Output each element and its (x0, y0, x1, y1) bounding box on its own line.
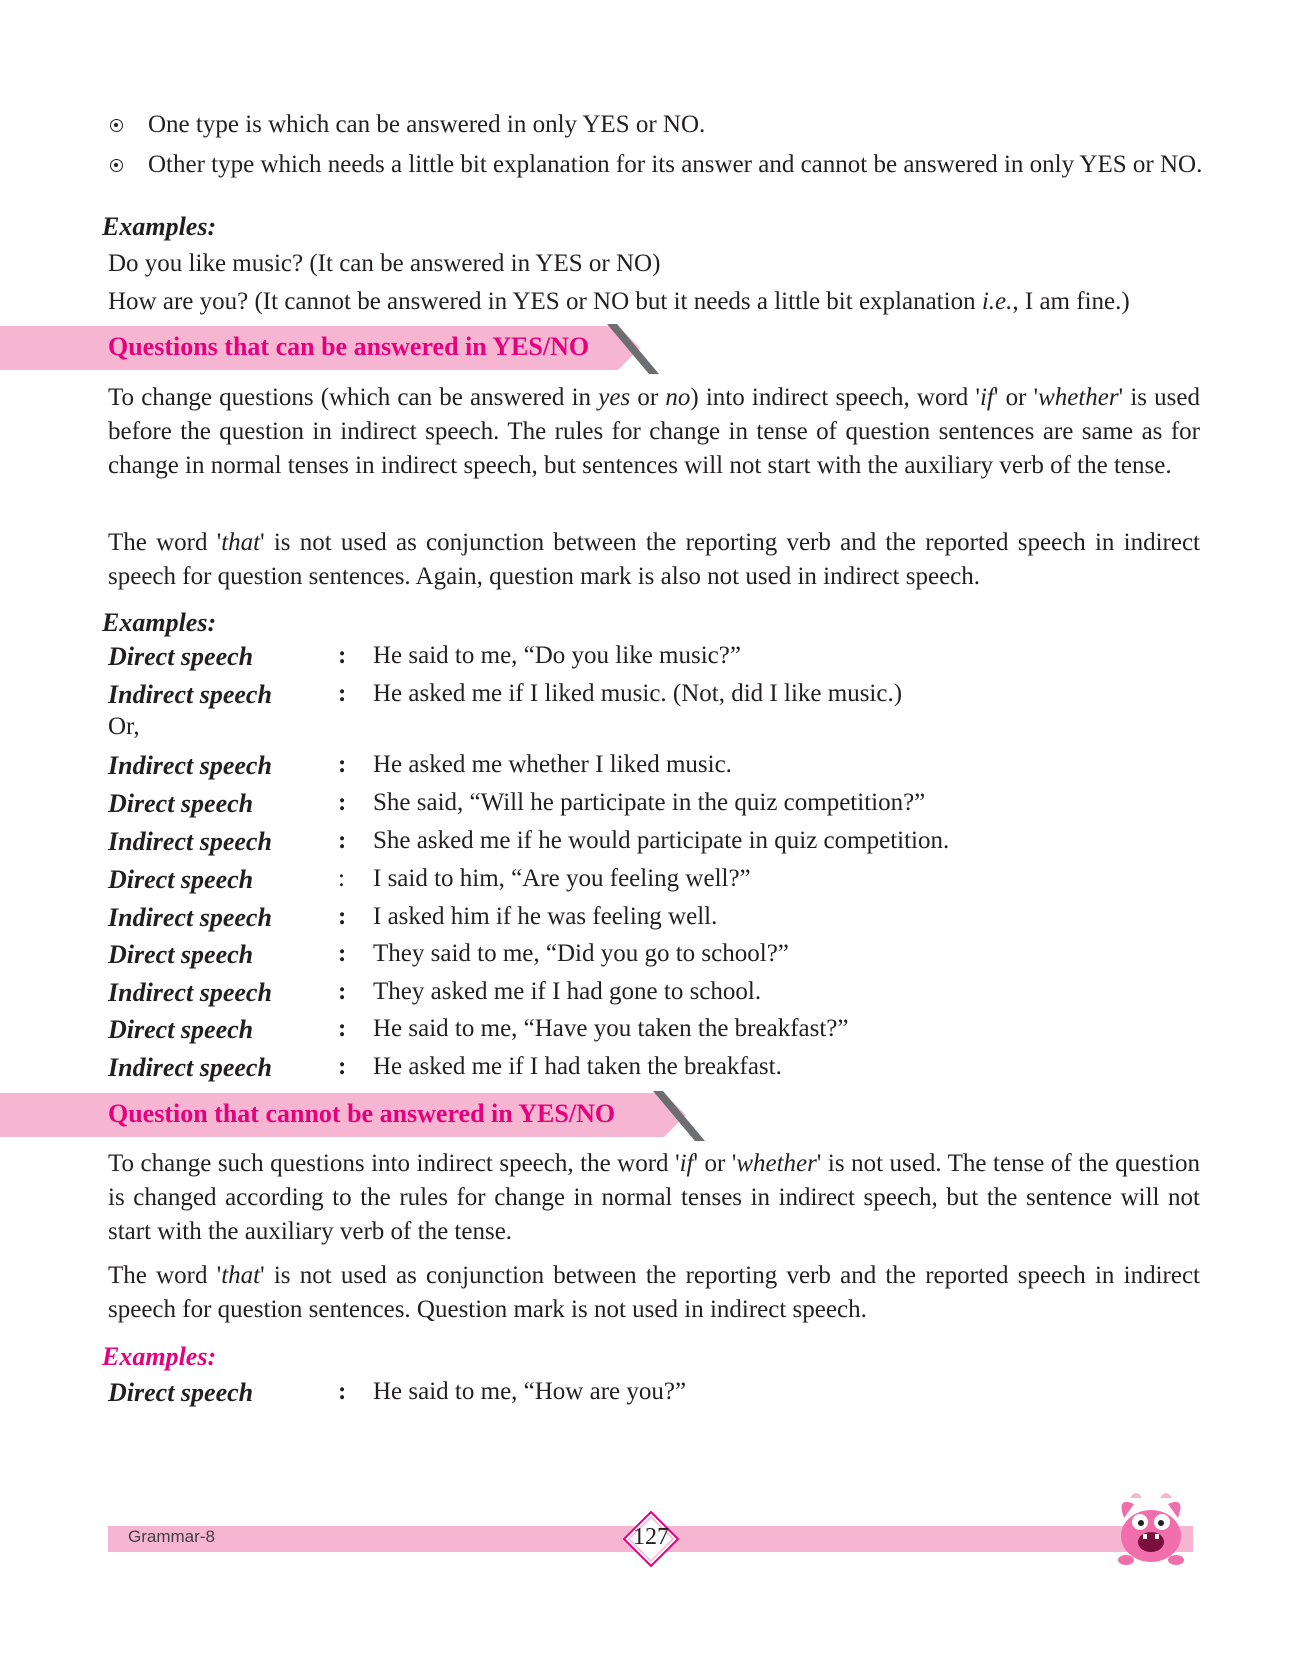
row-label: Indirect speech (108, 903, 272, 932)
paragraph (108, 381, 1200, 483)
section-heading-band (0, 1093, 710, 1137)
text-run-italic: if (679, 1150, 694, 1177)
text-run-italic: if (979, 384, 994, 411)
list-item (108, 108, 1208, 142)
paragraph (108, 1147, 1200, 1249)
row-colon: : (338, 789, 347, 816)
page-number: 127 (633, 1524, 669, 1550)
examples-heading: Examples: (102, 1342, 217, 1371)
text-run-italic: whether (736, 1150, 817, 1177)
row-text: He asked me if I had taken the breakfast. (373, 1053, 782, 1080)
row-label: Direct speech (108, 642, 254, 671)
circle-bullet-icon (110, 159, 123, 172)
type-list (108, 108, 1208, 188)
text-run: The word ' (108, 529, 222, 556)
row-text: They asked me if I had gone to school. (373, 978, 762, 1005)
row-label: Indirect speech (108, 827, 272, 856)
text-run: , I am fine.) (1012, 288, 1130, 315)
row-text: He said to me, “Do you like music?” (373, 642, 741, 669)
row-label: Indirect speech (108, 680, 272, 709)
row-colon: : (338, 751, 347, 778)
book-title: Grammar-8 (128, 1527, 215, 1546)
circle-bullet-icon (110, 119, 123, 132)
or-label: Or, (108, 713, 140, 740)
text-run: ' is not used as conjunction between the reporting verb and the reported speech in indirect speech for question sentences. Question mark is not used in indirect speech. (108, 1262, 1200, 1323)
row-text: I asked him if he was feeling well. (373, 903, 718, 930)
row-text: He asked me if I liked music. (Not, did I like music.) (373, 680, 903, 707)
text-run: ' or ' (993, 384, 1039, 411)
row-colon: : (338, 940, 347, 967)
text-run: To change questions (which can be answered in (108, 384, 599, 411)
row-colon: : (338, 680, 347, 707)
row-text: She asked me if he would participate in quiz competition. (373, 827, 950, 854)
row-colon: : (338, 1015, 347, 1042)
example-line (108, 288, 1130, 316)
examples-heading: Examples: (102, 212, 217, 241)
paragraph (108, 526, 1200, 594)
row-label: Direct speech (108, 940, 254, 969)
row-label: Indirect speech (108, 1053, 272, 1082)
row-label: Direct speech (108, 1015, 254, 1044)
example-line: Do you like music? (It can be answered in YES or NO) (108, 250, 661, 277)
row-colon: : (338, 1378, 347, 1405)
list-item (108, 148, 1208, 182)
row-label: Direct speech (108, 865, 254, 894)
row-text: They said to me, “Did you go to school?” (373, 940, 789, 967)
row-text: He said to me, “Have you taken the breakfast?” (373, 1015, 849, 1042)
row-colon: : (338, 642, 347, 669)
text-run-italic: that (221, 1262, 261, 1289)
page-number-badge (622, 1510, 680, 1568)
row-colon: : (338, 1053, 347, 1080)
text-run-italic: yes (598, 384, 631, 411)
row-colon: : (338, 827, 347, 854)
monster-mascot-icon (1106, 1486, 1196, 1570)
row-colon: : (338, 903, 347, 930)
section-title: Questions that can be answered in YES/NO (108, 332, 590, 361)
examples-heading: Examples: (102, 608, 217, 637)
row-label: Indirect speech (108, 751, 272, 780)
text-run: ' is not used. The tense of the question is changed according to the rules for change in normal tenses in indirect speech, but the sentence will not start with the auxiliary verb of the tense. (108, 1150, 1200, 1245)
text-run: ' or ' (693, 1150, 737, 1177)
text-run: ' is not used as conjunction between the reporting verb and the reported speech in indirect speech for question sentences. Again, question mark is also not used in indirect speech. (108, 529, 1200, 590)
text-run: To change such questions into indirect speech, the word ' (108, 1150, 680, 1177)
paragraph (108, 1259, 1200, 1327)
text-run: The word ' (108, 1262, 222, 1289)
text-run-italic: no (665, 384, 691, 411)
row-text: He asked me whether I liked music. (373, 751, 732, 778)
text-run: How are you? (It cannot be answered in YES or NO but it needs a little bit explanation (108, 288, 982, 315)
row-text: I said to him, “Are you feeling well?” (373, 865, 751, 892)
row-label: Indirect speech (108, 978, 272, 1007)
list-item-text: One type is which can be answered in only YES or NO. (148, 111, 706, 138)
text-run: or (630, 384, 666, 411)
row-text: He said to me, “How are you?” (373, 1378, 687, 1405)
text-run-italic: i.e. (981, 288, 1013, 315)
text-run: ' is used before the question in indirect speech. The rules for change in tense of question sentences are same as for change in normal tenses in indirect speech, but sentences will not start with the auxiliary verb of the tense. (108, 384, 1201, 479)
row-colon: : (338, 978, 347, 1005)
section-heading-band (0, 326, 660, 370)
row-label: Direct speech (108, 1378, 254, 1407)
row-colon: : (338, 865, 345, 892)
text-run-italic: that (221, 529, 261, 556)
section-title: Question that cannot be answered in YES/NO (108, 1099, 616, 1128)
text-run: ) into indirect speech, word ' (690, 384, 980, 411)
text-run-italic: whether (1038, 384, 1119, 411)
row-text: She said, “Will he participate in the quiz competition?” (373, 789, 926, 816)
row-label: Direct speech (108, 789, 254, 818)
list-item-text: Other type which needs a little bit explanation for its answer and cannot be answered in only YES or NO. (148, 151, 1203, 178)
